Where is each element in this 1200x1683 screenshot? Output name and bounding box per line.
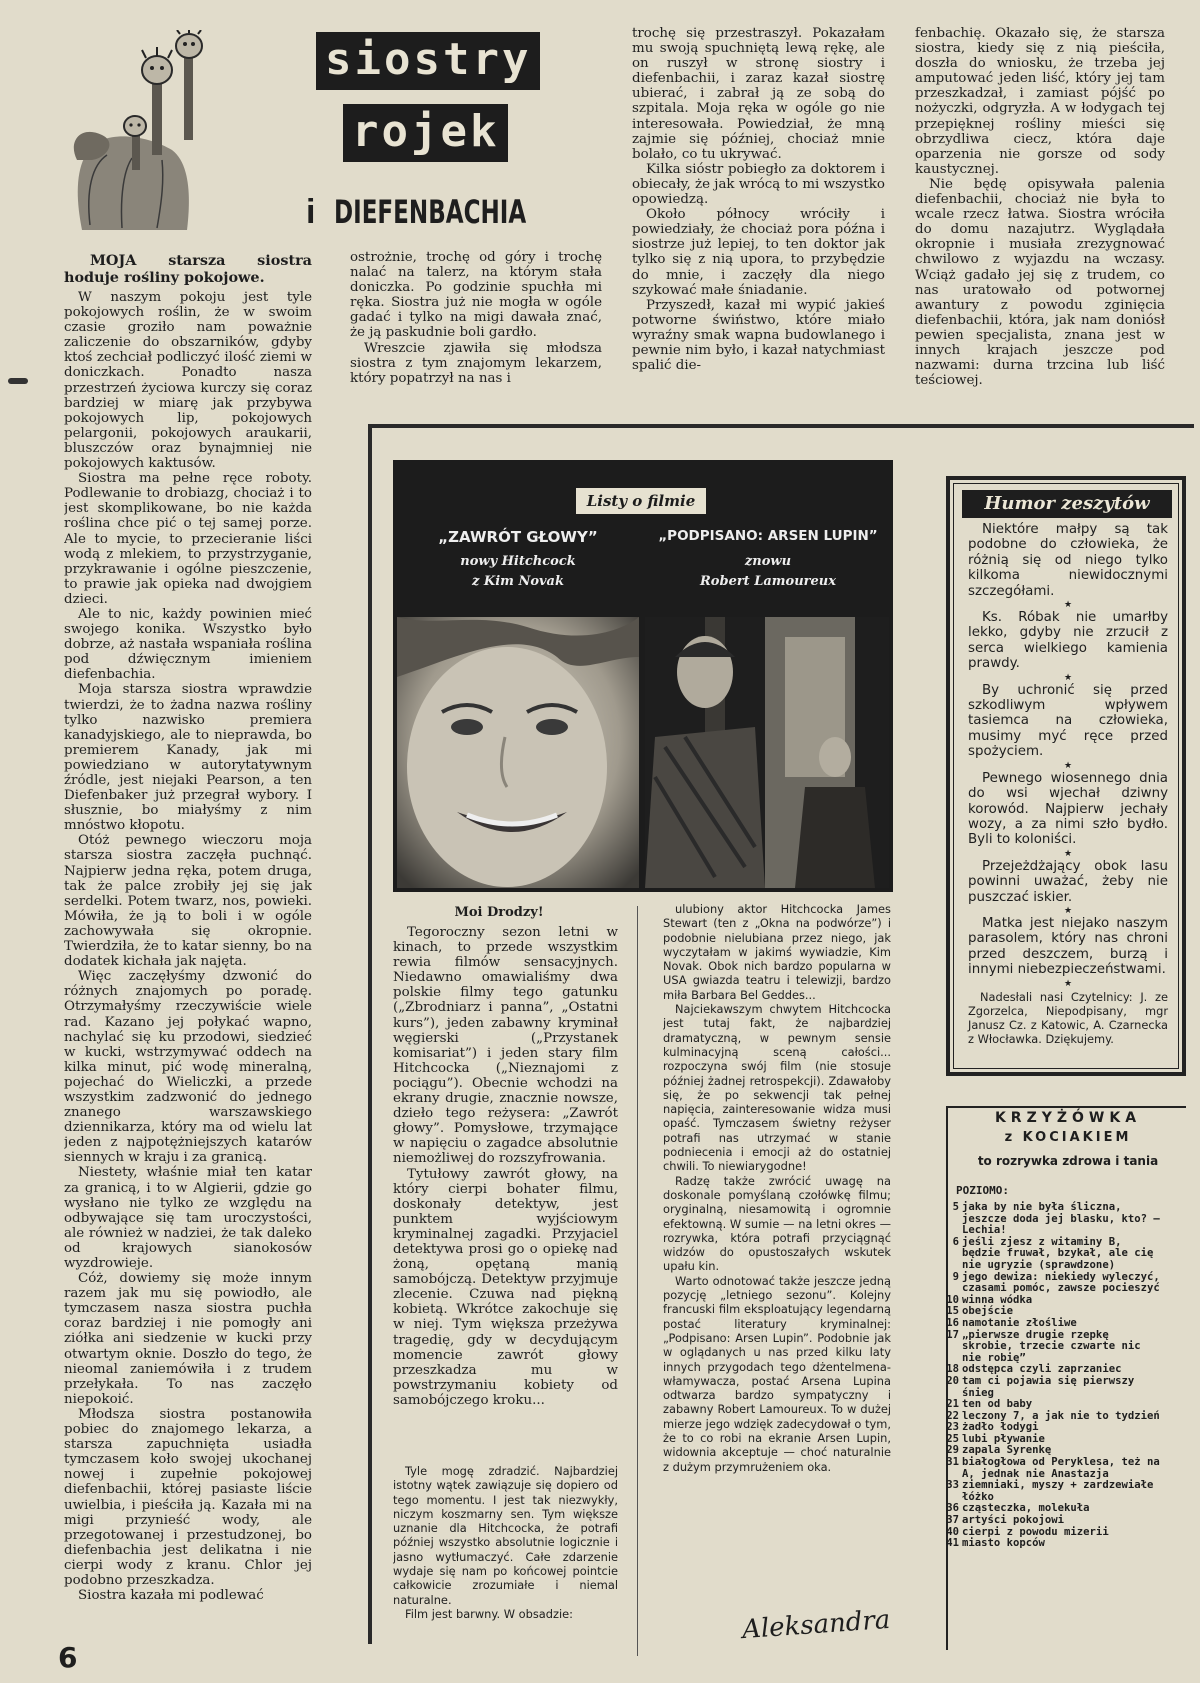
crossword-clues xyxy=(942,1202,1166,1550)
article-column-2 xyxy=(350,250,602,410)
crossword-heading: POZIOMO: xyxy=(956,1184,1009,1197)
paragraph: Film jest barwny. W obsadzie: xyxy=(405,1606,573,1621)
crossword-clue xyxy=(942,1237,1166,1272)
article-column-1 xyxy=(64,290,312,1658)
paragraph: ulubiony aktor Hitchcocka James Stewart (ten z „Okna na podwórze”) i podobnie nielubiana przez niego, jak wyczytałam w jakimś wywiadzie, Kim Novak. Obok nich bardzo popularna w USA gwiazda teatru i telewizji, bardzo miła Barbara Bel Geddes... xyxy=(663,902,891,1002)
paragraph: Młodsza siostra postanowiła pobiec do znajomego lekarza, a starsza zapuchnięta usiadła tymczasem koło swojej ukochanej nowej i zupełnie pokojowej diefenbachii, której pasiaste liście uwielbia, i pieściła ją. Kazała mi na migi przynieść wody, ale przegotowanej i przestudzonej, bo diefenbachia jest delikatna i nie cierpi wody z kranu. Chlor jej podobno przeszkadza. xyxy=(64,1406,312,1588)
crossword-clue xyxy=(942,1480,1166,1503)
clue-text: ten od baby xyxy=(962,1398,1033,1411)
title-prefix: i xyxy=(306,193,316,231)
star-separator: ★ xyxy=(1063,760,1073,771)
article-column-4 xyxy=(915,26,1165,410)
film-right-title: „PODPISANO: ARSEN LUPIN” xyxy=(658,528,878,544)
clue-number: 25 xyxy=(946,1432,959,1445)
film-left-title: „ZAWRÓT GŁOWY” xyxy=(438,528,598,546)
humor-item: Pewnego wiosennego dnia do wsi wjechał dziwny korowód. Najpierw jechały wozy, a za nimi szło bydło. Byli to koloniści. xyxy=(968,770,1168,848)
title-line-1: siostry xyxy=(316,32,540,90)
crossword-clue xyxy=(942,1318,1166,1330)
clue-number: 9 xyxy=(952,1270,959,1283)
paragraph: W naszym pokoju jest tyle pokojowych roślin, że w swoim czasie groziło nam poważnie zaliczenie do obszarników, gdyby ktoś zechciał podliczyć ilość ziemi w doniczkach. Ponadto nasza przestrzeń życiowa kurczy się coraz bardziej w miarę jak przybywa pokojowych lip, pokojowych pelargonii, pokojowych araukarii, bluszczów oraz bynajmniej nie pokojowych kaktusów. xyxy=(64,290,312,472)
title-line-3: DIEFENBACHIA xyxy=(334,193,527,231)
clue-number: 22 xyxy=(946,1409,959,1422)
clue-text: odstępca czyli zaprzaniec xyxy=(962,1363,1122,1376)
film-column-2 xyxy=(663,902,891,1592)
film-box-top-rule xyxy=(368,424,1194,428)
paragraph: Siostra ma pełne ręce roboty. Podlewanie to drobiazg, chociaż i to jest skomplikowane, bo nie każda roślina chce pić o tej samej porze. Ale to mycie, to przecieranie liści wodą z mlekiem, to przystrzyganie, przykrawanie i ogólne pieszczenie, to prawie jak opieka nad dwojgiem dzieci. xyxy=(64,471,312,607)
film-column-1 xyxy=(393,925,618,1460)
article-lead xyxy=(64,252,312,286)
crossword-clue xyxy=(942,1376,1166,1399)
crossword-clue xyxy=(942,1399,1166,1411)
film-column-divider xyxy=(637,906,638,1656)
film-greeting: Moi Drodzy! xyxy=(454,905,544,920)
clue-text: leczony 7, a jak nie to tydzień xyxy=(962,1409,1160,1422)
clue-number: 6 xyxy=(952,1235,959,1248)
clue-number: 40 xyxy=(946,1525,959,1538)
film-column-1-small xyxy=(393,1464,618,1656)
margin-mark xyxy=(8,378,28,384)
clue-text: tam ci pojawia się pierwszy śnieg xyxy=(962,1374,1135,1399)
paragraph: Otóż pewnego wieczoru moja starsza siostra zaczęła puchnąć. Najpierw jedna ręka, potem druga, tak że palce zrobiły jej się jak serdelki. Potem twarz, nos, powieki. Mówiła, że ją to boli i w ogóle zachowywała się okropnie. Twierdziła, że to katar sienny, bo na dodatek kichała jak najęta. xyxy=(64,833,312,970)
clue-text: „pierwsze drugie rzepkę skrobie, trzecie czwarte nic nie robię” xyxy=(962,1328,1141,1364)
star-separator: ★ xyxy=(1063,848,1073,859)
clue-text: lubi pływanie xyxy=(962,1432,1045,1445)
paragraph: Moja starsza siostra wprawdzie twierdzi, że to żadna nazwa rośliny tylko nazwisko premiera kanadyjskiego, ale to nieprawda, bo premierem Kanady, jak mi powiedziano w autorytatywnym źródle, jest niejaki Pearson, a ten Diefenbaker już przegrał wybory. I słusznie, bo miałyśmy z nim mnóstwo kłopotu. xyxy=(64,682,312,834)
clue-text: żadło łodygi xyxy=(962,1421,1039,1434)
clue-number: 18 xyxy=(946,1363,959,1376)
paragraph: Radzę także zwrócić uwagę na doskonale pomyślaną czołówkę filmu; oryginalną, niesamowitą i ogromnie efektowną. W sumie — na letni okres — rozrywka, która potrafi przyciągnąć widzów do opustoszałych wskutek upału kin. xyxy=(663,1173,891,1274)
paragraph: Kilka sióstr pobiegło za doktorem i obiecały, że jak wrócą to mi wszystko opowiedzą. xyxy=(632,161,885,208)
clue-text: jego dewiza: niekiedy wyleczyć, czasami pomóc, zawsze pocieszyć xyxy=(962,1270,1160,1295)
film-right-sub2: Robert Lamoureux xyxy=(700,574,836,589)
clue-number: 36 xyxy=(946,1502,959,1515)
paragraph: Cóż, dowiemy się może innym razem jak mu się powiodło, ale tymczasem nasza siostra puchła coraz bardziej i nie pomogły ani ziółka ani siedzenie w kucki przy otwartym oknie. Doszło do tego, że nieomal zaniemówiła i z trudem przełykała. To nas zaczęło niepokoić. xyxy=(64,1271,312,1407)
clue-number: 29 xyxy=(946,1444,959,1457)
paragraph: Niestety, właśnie miał ten katar za granicą, i to w Algierii, gdzie go wysłano nie tylko ze względu na odbywające się tam uroczystości, ale również w nadziei, że tak daleko od krajowych sianokosów wyzdrowieje. xyxy=(64,1165,312,1271)
paragraph: Więc zaczęłyśmy dzwonić do różnych znajomych po poradę. Otrzymałyśmy rzeczywiście wiele rad. Kazano jej połykać wapno, nachylać się ku przodowi, siedzieć w kucki, wstrzymywać oddech na kilka minut, pić wodę mineralną, pojechać do Wieliczki, a przede wszystkim zadzwonić do jednego znanego warszawskiego dziennikarza, który ma od wielu lat jeden z najpotężniejszych katarów siennych w kraju i za granicą. xyxy=(64,969,312,1166)
crossword-clue xyxy=(942,1515,1166,1527)
crossword-clue xyxy=(942,1202,1166,1237)
humor-item: By uchronić się przed szkodliwym wpływem tasiemca na człowieka, musimy myć ręce przed spożyciem. xyxy=(968,682,1168,760)
paragraph: Wreszcie zjawiła się młodsza siostra z tym znajomym lekarzem, który popatrzył na nas i xyxy=(350,340,602,386)
clue-text: miasto kopców xyxy=(962,1537,1045,1550)
lead-rest: starsza siostra hoduje rośliny pokojowe. xyxy=(64,252,312,286)
film-left-sub2: z Kim Novak xyxy=(472,574,564,589)
page-number: 6 xyxy=(58,1641,78,1674)
crossword-clue xyxy=(942,1538,1166,1550)
star-separator: ★ xyxy=(1063,905,1073,916)
crossword-title-1: KRZYŻÓWKA xyxy=(994,1110,1142,1126)
paragraph: Najciekawszym chwytem Hitchcocka jest tutaj fakt, że najbardziej dramatyczną, w pewnym sensie kulminacyjną sceną całości... rozpoczyna swój film (nie stosuje później żadnej retrospekcji). Zdawałoby się, że po sekwencji tak pełnej napięcia, zainteresowanie widza musi opaść. Tymczasem świetny reżyser potrafi nas utrzymać w stanie podniecenia i emocji aż do ostatniej chwili. To niewiarygodne! xyxy=(663,1002,891,1174)
plant-illustration xyxy=(62,30,232,235)
paragraph: Nie będę opisywała palenia diefenbachii, chociaż nie była to wcale rzecz łatwa. Siostra wróciła do domu nazajutrz. Wyglądała okropnie i musiała zrezygnować chwilowo z wyjazdu na wczasy. Wciąż gadało jej się z trudem, co nas uratowało od potwornej awantury z powodu zginięcia diefenbachii, która, jak nam doniósł pewien specjalista, znana jest w innych krajach jeszcze pod nazwami: durna trzcina lub liść teściowej. xyxy=(915,176,1165,389)
crossword-clue xyxy=(942,1330,1166,1365)
star-separator: ★ xyxy=(1063,978,1073,989)
film-box-left-rule xyxy=(368,424,372,1644)
clue-text: ziemniaki, myszy + zardzewiałe łóżko xyxy=(962,1479,1154,1503)
paragraph: Siostra kazała mi podlewać xyxy=(78,1588,264,1604)
arsen-lupin-photo xyxy=(645,617,889,888)
star-separator: ★ xyxy=(1063,600,1073,611)
clue-number: 16 xyxy=(946,1316,959,1329)
crossword-subtitle: to rozrywka zdrowa i tania xyxy=(977,1154,1159,1168)
clue-text: białogłowa od Peryklesa, też na A, jednak nie Anastazja xyxy=(962,1456,1160,1480)
clue-text: jeśli zjesz z witaminy B, będzie fruwał, bzykał, ale cię nie ugryzie (sprawdzone) xyxy=(962,1235,1154,1271)
clue-text: obejście xyxy=(962,1305,1014,1318)
clue-text: namotanie złośliwe xyxy=(962,1316,1077,1329)
paragraph: Tytułowy zawrót głowy, na który cierpi bohater filmu, doskonały detektyw, jest punktem wyjściowym kryminalnej zagadki. Przyjaciel detektywa prosi go o opiekę nad żoną, opętaną manią samobójczą. Detektyw przyjmuje zlecenie. Czuwa nad piękną kobietą. Wkrótce zakochuje się w niej. Tym większa przeżywa tragedię, gdy w decydującym momencie zawrót głowy przeszkadza mu w powstrzymaniu kobiety od samobójczego kroku... xyxy=(393,1166,618,1408)
clue-text: winna wódka xyxy=(962,1293,1033,1306)
film-left-sub1: nowy Hitchcock xyxy=(460,554,576,569)
paragraph: Przyszedł, kazał mi wypić jakieś potworne świństwo, które miało wyraźny smak wapna budowlanego i pewnie nim było, i kazał natychmiast spalić die- xyxy=(632,297,885,374)
clue-number: 15 xyxy=(946,1305,959,1318)
star-separator: ★ xyxy=(1063,672,1073,683)
paragraph: ostrożnie, trochę od góry i trochę nalać na talerz, na którym stała doniczka. Po godzinie spuchła mi ręka. Siostra już nie mogła w ogóle gadać i tylko na migi dawała znać, że ją paskudnie boli gardło. xyxy=(350,250,602,341)
clue-text: cząsteczka, molekuła xyxy=(962,1502,1090,1515)
title-line-2: rojek xyxy=(343,104,508,162)
article-column-3 xyxy=(632,26,885,410)
paragraph: trochę się przestraszył. Pokazałam mu swoją spuchniętą lewą rękę, ale on ruszył w stronę siostry i diefenbachii, i zaraz kazał siostrę ubierać, i zabrał ją ze sobą do szpitala. Moja ręka w ogóle go nie interesowała. Powiedział, że mną zajmie się później, chociaż mnie bolało, co tu ukrywać. xyxy=(632,26,885,162)
clue-text: artyści pokojowi xyxy=(962,1514,1065,1527)
paragraph: Tyle mogę zdradzić. Najbardziej istotny wątek zawiązuje się dopiero od tego momentu. I jest tak niezwykły, niczym koszmarny sen. Tym większe uznanie dla Hitchcocka, że potrafi później wszystko absolutnie logicznie i jasno wytłumaczyć. Całe zdarzenie wydaje się nam po końcowej pointcie całkowicie zrozumiałe i niemal naturalne. xyxy=(393,1464,618,1607)
kim-novak-photo xyxy=(397,617,639,888)
clue-number: 23 xyxy=(946,1421,959,1434)
clue-text: cierpi z powodu mizerii xyxy=(962,1525,1109,1538)
clue-number: 10 xyxy=(946,1293,959,1306)
paragraph: Około północy wróciły i powiedziały, że chociaż pora późna i siostrze już lepiej, to ten doktor jak tylko się z nią upora, to przybędzie do mnie, i zaczęły dla niego szykować małe śniadanie. xyxy=(632,207,885,298)
clue-text: jaka by nie była śliczna, jeszcze doda jej blasku, kto? — Lechia! xyxy=(962,1201,1160,1237)
humor-footer: Nadesłali nasi Czytelnicy: J. ze Zgorzelca, Niepodpisany, mgr Janusz Cz. z Katowic, A. Czarnecka z Włocławka. Dziękujemy. xyxy=(968,990,1168,1046)
paragraph: fenbachię. Okazało się, że starsza siostra, kiedy się z nią pieściła, doszła do wniosku, że trzeba jej amputować jeden liść, który jej tam przeszkadzał, i zamiast pójść po nożyczki, odgryzła. A w łodygach tej przepięknej rośliny mieści się obrzydliwa ciecz, która daje oparzenia nie gorsze od sody kaustycznej. xyxy=(915,26,1165,177)
clue-number: 33 xyxy=(946,1479,959,1492)
film-banner xyxy=(393,460,893,892)
humor-title: Humor zeszytów xyxy=(962,490,1172,518)
humor-items xyxy=(968,522,1168,989)
clue-number: 31 xyxy=(946,1456,959,1469)
crossword-clue xyxy=(942,1457,1166,1480)
clue-number: 41 xyxy=(946,1537,959,1550)
crossword-title-2: z KOCIAKIEM xyxy=(1004,1130,1132,1145)
clue-number: 21 xyxy=(946,1398,959,1411)
humor-item: Przejeżdżający obok lasu powinni uważać, żeby nie puszczać iskier. xyxy=(968,858,1168,905)
crossword-clue xyxy=(942,1272,1166,1295)
film-header: Listy o filmie xyxy=(576,488,706,514)
paragraph: Warto odnotować także jeszcze jedną pozycję „letniego sezonu”. Kolejny francuski film eksploatujący legendarną postać literatury kryminalnej: „Podpisano: Arsen Lupin”. Podobnie jak w oglądanych u nas przed kilku laty innych przygodach tego dżentelmena-włamywacza, postać Arsena Lupina odtwarza bardzo sympatyczny i zabawny Robert Lamoureux. To w dużej mierze jego wdzięk zadecydował o tym, że to co robi na ekranie Arsen Lupin, widownia akceptuje — choć naturalnie z dużym przymrużeniem oka. xyxy=(663,1273,891,1474)
paragraph: Ale to nic, każdy powinien mieć swojego konika. Wszystko było dobrze, aż nastała wspaniała roślina pod dźwięcznym imieniem diefenbachia. xyxy=(64,606,312,683)
humor-item: Ks. Róbak nie umarłby lekko, gdyby nie zrzucił z serca wielkiego kamienia prawdy. xyxy=(968,610,1168,672)
clue-number: 17 xyxy=(946,1328,959,1341)
film-signature: Aleksandra xyxy=(741,1604,892,1646)
clue-number: 20 xyxy=(946,1374,959,1387)
humor-item: Niektóre małpy są tak podobne do człowieka, że różnią się od niego tylko kilkoma niewidocznymi szczegółami. xyxy=(968,522,1168,599)
film-right-sub1: znowu xyxy=(744,554,792,569)
lead-word: MOJA xyxy=(90,252,137,269)
clue-number: 37 xyxy=(946,1514,959,1527)
clue-text: zapala Syrenkę xyxy=(962,1444,1052,1457)
paragraph: Tegoroczny sezon letni w kinach, to przede wszystkim rewia filmów sensacyjnych. Niedawno omawialiśmy dwa polskie filmy tego gatunku („Zbrodniarz i panna”, „Ostatni kurs”), jeden zabawny kryminał węgierski („Przystanek komisariat”) i jeden stary film Hitchcocka („Nieznajomi z pociągu”). Obecnie wchodzi na ekrany drugie, znacznie nowsze, dzieło tego reżysera: „Zawrót głowy”. Pomysłowe, trzymające w napięciu o zagadce absolutnie niemożliwej do rozszyfrowania. xyxy=(393,925,618,1167)
clue-number: 5 xyxy=(952,1201,959,1213)
humor-item: Matka jest niejako naszym parasolem, który nas chroni przed deszczem, burzą i innymi niebezpieczeństwami. xyxy=(968,915,1168,978)
